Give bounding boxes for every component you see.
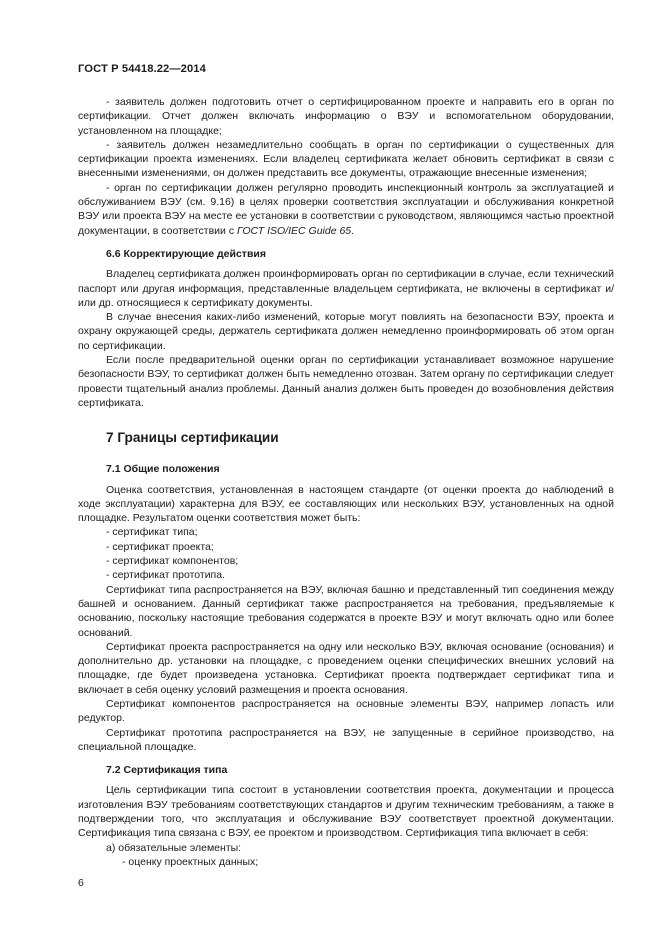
paragraph: Сертификат компонентов распространяется на основные элементы ВЭУ, например лопасть или редуктор.	[78, 697, 614, 725]
paragraph: Сертификат проекта распространяется на одну или несколько ВЭУ, включая основание (основания) и дополнительно др. установки на площадке, с проведением оценки специфических внешних условий на площадке, где будет произведена установка. Сертификат проекта подтверждает сертификат типа и включает в себя оценку условий размещения и проекта основания.	[78, 640, 614, 696]
list-item: - сертификат проекта;	[106, 540, 214, 553]
paragraph: - заявитель должен незамедлительно сообщать в орган по сертификации о существенных для сертификации проекта изменениях. Если владелец сертификата желает обновить сертификат в связи с внесенными изменениями, он должен представить все документы, отражающие внесенные изменения;	[78, 138, 614, 180]
document-body	[78, 95, 614, 869]
paragraph: Сертификат прототипа распространяется на ВЭУ, не запущенные в серийное производство, на специальной площадке.	[78, 726, 614, 753]
paragraph: Сертификат типа распространяется на ВЭУ, включая башню и представленный тип соединения между башней и основанием. Данный сертификат также распространяется на требования, предъявляемые к основанию, поскольку настоящие требования содержатся в проекте ВЭУ и могут включать одно или более оснований.	[78, 583, 614, 639]
section-heading-6-6: 6.6 Корректирующие действия	[106, 247, 266, 260]
paragraph: - заявитель должен подготовить отчет о сертифицированном проекте и направить его в орган по сертификации. Отчет должен включать информацию о ВЭУ и вспомогательном оборудовании, установленном на площадке;	[78, 96, 614, 137]
paragraph: Оценка соответствия, установленная в настоящем стандарте (от оценки проекта до наблюдений в ходе эксплуатации) характерна для ВЭУ, ее составляющих или нескольких ВЭУ, установленных на одной площадке. Результатом оценки соответствия может быть:	[78, 483, 614, 525]
paragraph: Если после предварительной оценки орган по сертификации устанавливает возможное нарушение безопасности ВЭУ, то сертификат должен быть немедленно отозван. Затем органу по сертификации следует провести тщательный анализ проблемы. Данный анализ должен быть проведен до возобновления действия сертификата.	[78, 354, 614, 409]
page-number: 6	[78, 877, 84, 889]
list-item: а) обязательные элементы:	[106, 841, 242, 854]
list-item: - сертификат типа;	[106, 526, 198, 539]
list-item: - сертификат компонентов;	[106, 555, 239, 568]
section-heading-7: 7 Границы сертификации	[106, 430, 279, 446]
paragraph-text: - орган по сертификации должен регулярно проводить инспекционный контроль за эксплуатацией и обслуживанием ВЭУ (см. 9.16) в целях проверки соответствия эксплуатации и обслуживания конкретной ВЭУ или проекта ВЭУ на месте ее установки в соответствии с руководством, являющимся частью проектной документации, в соответствии с	[78, 181, 614, 237]
list-item: - оценку проектных данных;	[122, 855, 259, 868]
section-heading-7-2: 7.2 Сертификация типа	[106, 764, 228, 777]
reference-link: ГОСТ ISO/IEC Guide 65	[237, 224, 352, 237]
document-header: ГОСТ Р 54418.22—2014	[78, 63, 206, 75]
section-heading-7-1: 7.1 Общие положения	[106, 463, 220, 476]
list-item: - сертификат прототипа.	[106, 569, 226, 582]
paragraph-end: .	[351, 224, 355, 237]
paragraph	[78, 181, 614, 238]
paragraph: В случае внесения каких-либо изменений, которые могут повлиять на безопасности ВЭУ, проекта и охрану окружающей среды, держатель сертификата должен немедленно проинформировать об этом орган по сертификации.	[78, 311, 614, 352]
paragraph: Цель сертификации типа состоит в установлении соответствия проекта, документации и процесса изготовления ВЭУ требованиям соответствующих стандартов и другим техническим требованиям, а также в подтверждении того, что эксплуатация и обслуживание ВЭУ соответствует проектной документации. Сертификация типа связана с ВЭУ, ее проектом и производством. Сертификация типа включает в себя:	[78, 784, 614, 840]
paragraph: Владелец сертификата должен проинформировать орган по сертификации в случае, если технический паспорт или другая информация, представленные владельцем сертификата, не включены в сертификат и/или др. относящиеся к сертификату документы.	[78, 268, 614, 309]
